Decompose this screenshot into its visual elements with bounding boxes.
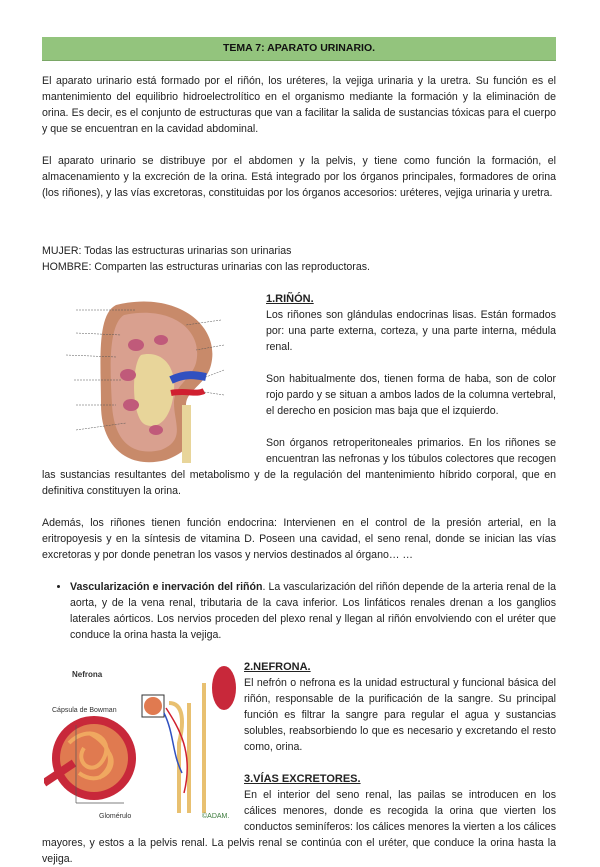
intro-paragraph-2: El aparato urinario se distribuye por el abdomen y la pelvis, y tiene como función la formación, el almacenamiento y la excreción de la orina. Está integrado por los órganos principales, formadores de orina (los riñones), y las vías excretoras, constituidas por los órganos accesorios: uréteres, vejiga urinaria y uretra.	[42, 155, 556, 199]
intro-paragraph-1: El aparato urinario está formado por el riñón, los uréteres, la vejiga urinaria y la uretra. Su función es el mantenimiento del equilibrio hidroelectrolítico en el organismo mediante la formación y la eliminación de orina. Es decir, es el conjunto de estructuras que van a facilitar la salida de sustancias tóxicas para el cuerpo y que se encuentran en la cavidad abdominal.	[42, 75, 556, 135]
glomerulo-label: Glomérulo	[99, 813, 132, 820]
vias-paragraph: En el interior del seno renal, las pailas se introducen en los cálices menores, donde es recogida la orina que vierten los conductos seminíferos: los cálices menores la vierten a los cálices mayores, y estos a la pelvis renal. La pelvis renal se continúa con el uréter, que conduce la orina hasta la vejiga.	[42, 789, 556, 865]
section-heading-rinon: 1.RIÑÓN.	[266, 293, 314, 305]
document-page	[42, 37, 556, 867]
kidney-diagram	[46, 295, 262, 465]
nephron-title-label: Nefrona	[72, 670, 103, 679]
mujer-note: MUJER: Todas las estructuras urinarias son urinarias	[42, 245, 292, 257]
nephron-illustration	[44, 663, 240, 831]
nefrona-paragraph: El nefrón o nefrona es la unidad estructural y funcional básica del riñón, responsable de la purificación de la sangre. Su principal función es filtrar la sangre para regular el agua y sustancias solubles, reabsorbiendo lo que es necesario y excretando el resto como, orina.	[244, 677, 556, 753]
bullet-vascularizacion	[70, 579, 556, 643]
bullet-text: . La vascularización del riñón depende de la arteria renal de la aorta, y de la vena renal, tributaria de la cava inferior. Los linfáticos renales drenan a los ganglios laterales aórticos. Los nervios proceden del plexo renal y llegan al riñón envolviendo con el uréter que conduce la orina hasta la vejiga.	[70, 581, 557, 641]
bullet-list	[42, 579, 556, 643]
bowman-capsule-label: Cápsula de Bowman	[52, 707, 117, 714]
rinon-paragraph-2: Son habitualmente dos, tienen forma de haba, son de color rojo pardo y se situan a ambos lados de la columna vertebral, el derecho en posicion mas baja que el izquierdo.	[266, 373, 556, 417]
hombre-note: HOMBRE: Comparten las estructuras urinarias con las reproductoras.	[42, 261, 370, 273]
section-heading-nefrona: 2.NEFRONA.	[244, 661, 311, 673]
nephron-diagram	[44, 663, 240, 831]
rinon-paragraph-3: Son órganos retroperitoneales primarios. En los riñones se encuentran las nefronas y los túbulos colectores que recogen las sustancias resultantes del metabolismo y de la regulación del mantenimiento híbrido corporal, que en definitiva constituyen la orina.	[42, 437, 556, 497]
bullet-bold-term: Vascularización e inervación del riñón	[70, 581, 263, 593]
rinon-paragraph-1: Los riñones son glándulas endocrinas lisas. Están formados por: una parte externa, corteza, y una parte interna, médula renal.	[266, 309, 556, 353]
section-heading-vias: 3.VÍAS EXCRETORES.	[244, 773, 361, 785]
page-title: TEMA 7: APARATO URINARIO.	[42, 37, 556, 61]
adam-credit: ©ADAM.	[202, 813, 230, 820]
rinon-paragraph-4: Además, los riñones tienen función endocrina: Intervienen en el control de la presión arterial, en la eritropoyesis y en la síntesis de vitamina D. Poseen una cavidad, el seno renal, donde se inician las vías excretoras y por donde penetran los vasos y nervios destinados al órgano… …	[42, 517, 556, 561]
